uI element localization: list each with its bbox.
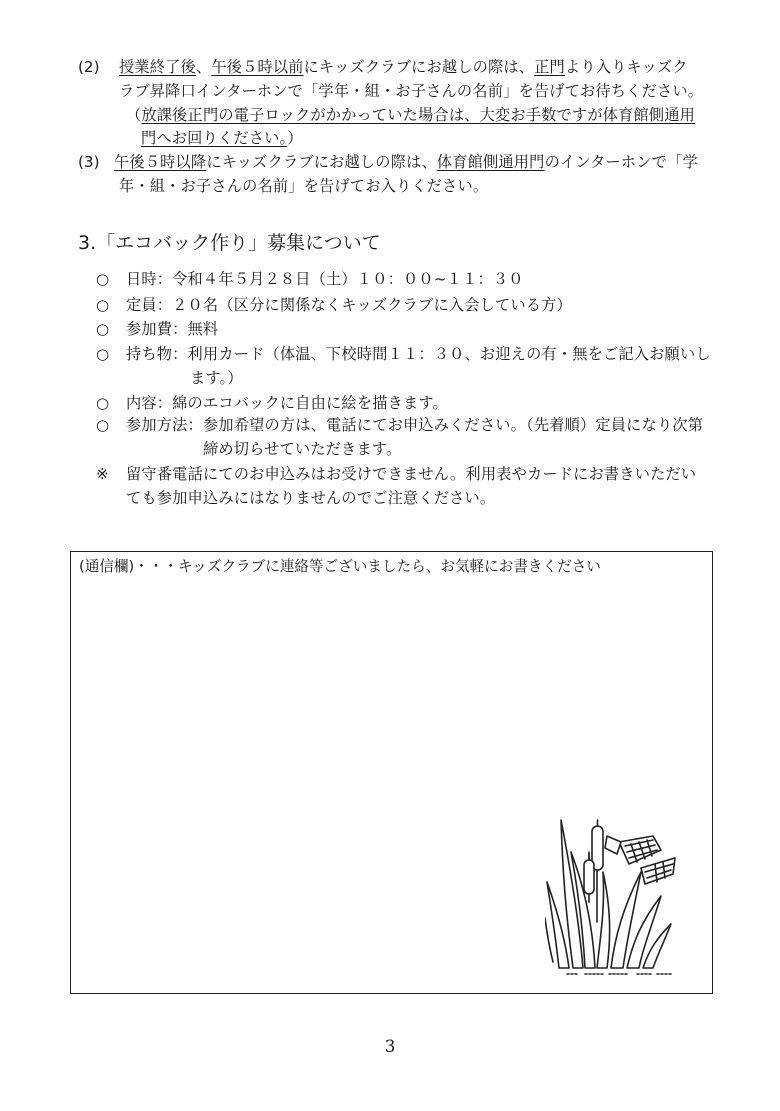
item-2-line-2: ラブ昇降口インターホンで「学年・組・お子さんの名前」を告げてお待ちください。 xyxy=(119,82,704,100)
item-2-number: (2) xyxy=(78,58,100,76)
item-2-underline-end-of-class: 授業終了後 xyxy=(119,58,196,76)
bullet-icon: ○ xyxy=(96,394,110,412)
item-2-note-line-1: （放課後正門の電子ロックがかかっていた場合は、大変お手数ですが体育館側通用 xyxy=(126,106,696,124)
item-2-note-line-2: 門へお回りください。） xyxy=(141,129,303,147)
item-2-underline-main-gate: 正門 xyxy=(534,58,565,76)
event-belongings-line-2: ます。） xyxy=(190,369,243,387)
note-line-2: ても参加申込みにはなりませんのでご注意ください。 xyxy=(126,489,496,507)
event-date: 日時：令和４年５月２８日（土）１０：００~１１：３０ xyxy=(126,270,524,288)
item-3-line-2: 年・組・お子さんの名前」を告げてお入りください。 xyxy=(119,177,489,195)
event-capacity: 定員：２０名（区分に関係なくキッズクラブに入会している方） xyxy=(126,296,572,314)
bullet-icon: ○ xyxy=(96,345,110,363)
page-number: 3 xyxy=(384,1037,396,1057)
item-2-underline-before-5pm: 午後５時以前 xyxy=(211,58,304,76)
communication-box-label: (通信欄)・・・キッズクラブに連絡等ございましたら、お気軽にお書きください xyxy=(79,558,601,575)
event-application-line-1: 参加方法：参加希望の方は、電話にてお申込みください。（先着順）定員になり次第 xyxy=(126,416,704,434)
event-fee: 参加費：無料 xyxy=(126,320,219,338)
bullet-icon: ○ xyxy=(96,320,110,338)
item-3-number: (3) xyxy=(78,153,100,171)
note-asterisk-icon: ※ xyxy=(96,465,109,483)
event-application-line-2: 締め切らせていただきます。 xyxy=(203,440,402,458)
item-3-underline-side-gate: 体育館側通用門 xyxy=(436,153,545,171)
item-3-underline-after-5pm: 午後５時以降 xyxy=(114,153,207,171)
bullet-icon: ○ xyxy=(96,296,110,314)
item-3-line-1: 午後５時以降にキッズクラブにお越しの際は、体育館側通用門のインターホンで「学 xyxy=(114,153,698,171)
cattail-illustration-icon xyxy=(545,812,695,984)
event-belongings-line-1: 持ち物：利用カード（体温、下校時間１１：３０、お迎えの有・無をご記入お願いし xyxy=(126,345,711,363)
event-content: 内容：綿のエコバックに自由に絵を描きます。 xyxy=(126,394,448,412)
bullet-icon: ○ xyxy=(96,416,110,434)
note-line-1: 留守番電話にてのお申込みはお受けできません。利用表やカードにお書きいただい xyxy=(126,465,697,483)
section-3-heading: 3.「エコバック作り」募集について xyxy=(78,232,381,254)
item-2-line-1: 授業終了後、午後５時以前にキッズクラブにお越しの際は、正門より入りキッズク xyxy=(119,58,688,76)
bullet-icon: ○ xyxy=(96,270,110,288)
